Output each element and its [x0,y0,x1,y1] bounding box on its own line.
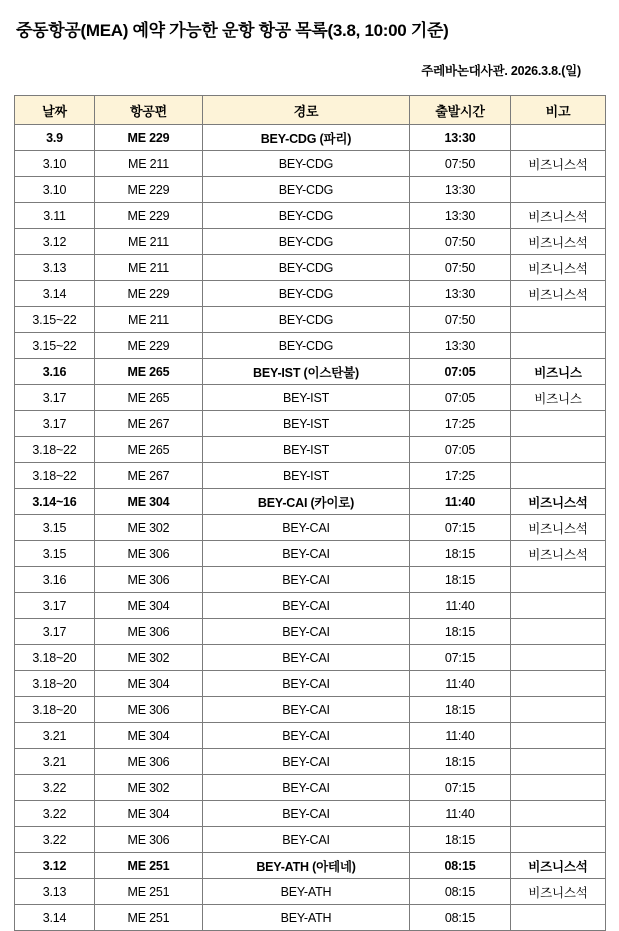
cell-flight: ME 211 [95,307,203,333]
cell-departure-time: 07:05 [410,385,511,411]
cell-date: 3.21 [15,723,95,749]
cell-flight: ME 267 [95,463,203,489]
cell-route: BEY-CAI [203,515,410,541]
cell-note [511,463,606,489]
cell-departure-time: 11:40 [410,801,511,827]
table-row [15,125,606,151]
cell-route: BEY-CDG [203,333,410,359]
cell-flight: ME 265 [95,359,203,385]
cell-date: 3.22 [15,801,95,827]
cell-route: BEY-ATH (아테네) [203,853,410,879]
cell-note [511,697,606,723]
cell-note: 비즈니스석 [511,853,606,879]
cell-route: BEY-CAI [203,801,410,827]
cell-flight: ME 302 [95,645,203,671]
cell-route: BEY-IST [203,411,410,437]
cell-route: BEY-CDG [203,229,410,255]
cell-departure-time: 07:05 [410,359,511,385]
cell-departure-time: 18:15 [410,749,511,775]
cell-departure-time: 13:30 [410,125,511,151]
cell-date: 3.15~22 [15,307,95,333]
cell-date: 3.18~20 [15,645,95,671]
cell-flight: ME 304 [95,671,203,697]
cell-departure-time: 18:15 [410,697,511,723]
cell-route: BEY-CAI [203,775,410,801]
cell-note: 비즈니스석 [511,281,606,307]
cell-route: BEY-ATH [203,879,410,905]
cell-route: BEY-CAI [203,697,410,723]
cell-note [511,307,606,333]
table-row [15,281,606,307]
cell-flight: ME 251 [95,905,203,931]
cell-departure-time: 07:50 [410,307,511,333]
table-row [15,775,606,801]
cell-note: 비즈니스 [511,385,606,411]
cell-departure-time: 08:15 [410,853,511,879]
column-header-route: 경로 [203,96,410,125]
cell-departure-time: 07:05 [410,437,511,463]
cell-departure-time: 11:40 [410,489,511,515]
cell-date: 3.18~22 [15,437,95,463]
cell-route: BEY-CDG [203,203,410,229]
cell-date: 3.21 [15,749,95,775]
cell-route: BEY-IST (이스탄불) [203,359,410,385]
table-body [15,125,606,931]
column-header-note: 비고 [511,96,606,125]
table-row [15,359,606,385]
cell-route: BEY-CAI [203,567,410,593]
cell-departure-time: 13:30 [410,177,511,203]
cell-route: BEY-CDG [203,177,410,203]
cell-date: 3.14 [15,905,95,931]
cell-flight: ME 306 [95,541,203,567]
cell-route: BEY-CAI [203,723,410,749]
cell-flight: ME 302 [95,515,203,541]
cell-date: 3.22 [15,827,95,853]
table-row [15,567,606,593]
page-title: 중동항공(MEA) 예약 가능한 운항 항공 목록(3.8, 10:00 기준) [16,21,449,40]
cell-note [511,801,606,827]
cell-note: 비즈니스 [511,359,606,385]
cell-flight: ME 251 [95,853,203,879]
cell-flight: ME 229 [95,333,203,359]
cell-note: 비즈니스석 [511,151,606,177]
table-row [15,619,606,645]
cell-date: 3.10 [15,177,95,203]
table-row [15,749,606,775]
cell-flight: ME 211 [95,255,203,281]
cell-route: BEY-CAI [203,541,410,567]
cell-note [511,593,606,619]
document-source: 주레바논대사관. 2026.3.8.(일) [421,64,581,78]
cell-route: BEY-CDG [203,307,410,333]
table-row [15,411,606,437]
flight-table [14,95,606,931]
table-row [15,489,606,515]
cell-departure-time: 07:50 [410,255,511,281]
cell-departure-time: 11:40 [410,671,511,697]
cell-route: BEY-CDG [203,255,410,281]
cell-note [511,411,606,437]
table-row [15,229,606,255]
cell-flight: ME 304 [95,593,203,619]
cell-flight: ME 229 [95,203,203,229]
cell-date: 3.12 [15,229,95,255]
cell-date: 3.14~16 [15,489,95,515]
cell-route: BEY-CAI [203,749,410,775]
cell-departure-time: 13:30 [410,281,511,307]
cell-route: BEY-IST [203,463,410,489]
column-header-flight: 항공편 [95,96,203,125]
cell-date: 3.18~22 [15,463,95,489]
cell-note: 비즈니스석 [511,255,606,281]
cell-date: 3.15 [15,515,95,541]
cell-route: BEY-ATH [203,905,410,931]
cell-departure-time: 11:40 [410,723,511,749]
table-row [15,697,606,723]
cell-date: 3.16 [15,359,95,385]
table-row [15,827,606,853]
cell-flight: ME 229 [95,281,203,307]
cell-departure-time: 07:15 [410,645,511,671]
cell-route: BEY-CAI [203,827,410,853]
table-row [15,437,606,463]
cell-flight: ME 211 [95,151,203,177]
table-row [15,723,606,749]
cell-route: BEY-CAI [203,645,410,671]
cell-flight: ME 304 [95,723,203,749]
cell-flight: ME 306 [95,749,203,775]
cell-note: 비즈니스석 [511,879,606,905]
cell-route: BEY-CAI [203,619,410,645]
cell-flight: ME 229 [95,125,203,151]
table-row [15,645,606,671]
cell-note [511,567,606,593]
cell-flight: ME 306 [95,697,203,723]
cell-departure-time: 11:40 [410,593,511,619]
cell-note [511,333,606,359]
column-header-departure-time: 출발시간 [410,96,511,125]
cell-departure-time: 07:15 [410,775,511,801]
cell-flight: ME 304 [95,489,203,515]
cell-date: 3.13 [15,879,95,905]
table-row [15,671,606,697]
cell-date: 3.14 [15,281,95,307]
cell-flight: ME 306 [95,567,203,593]
cell-note [511,177,606,203]
cell-departure-time: 08:15 [410,879,511,905]
cell-note: 비즈니스석 [511,203,606,229]
table-row [15,905,606,931]
cell-route: BEY-CDG (파리) [203,125,410,151]
table-row [15,541,606,567]
cell-note [511,619,606,645]
cell-date: 3.17 [15,411,95,437]
cell-flight: ME 211 [95,229,203,255]
cell-date: 3.17 [15,593,95,619]
table-row [15,307,606,333]
table-row [15,203,606,229]
cell-flight: ME 267 [95,411,203,437]
cell-date: 3.17 [15,619,95,645]
cell-departure-time: 13:30 [410,333,511,359]
cell-flight: ME 229 [95,177,203,203]
cell-departure-time: 07:50 [410,151,511,177]
cell-route: BEY-CAI [203,593,410,619]
cell-date: 3.17 [15,385,95,411]
cell-date: 3.10 [15,151,95,177]
cell-route: BEY-CAI (카이로) [203,489,410,515]
table-header-row [15,96,606,125]
table-row [15,255,606,281]
cell-note [511,125,606,151]
cell-departure-time: 07:50 [410,229,511,255]
table-row [15,385,606,411]
cell-route: BEY-CDG [203,281,410,307]
cell-note [511,749,606,775]
table-row [15,801,606,827]
subtitle-row [14,61,605,79]
cell-note [511,437,606,463]
cell-date: 3.22 [15,775,95,801]
cell-note [511,671,606,697]
cell-note [511,905,606,931]
cell-route: BEY-IST [203,385,410,411]
cell-departure-time: 17:25 [410,463,511,489]
table-row [15,177,606,203]
cell-flight: ME 306 [95,619,203,645]
table-row [15,515,606,541]
cell-departure-time: 18:15 [410,619,511,645]
cell-note [511,645,606,671]
cell-departure-time: 13:30 [410,203,511,229]
cell-date: 3.15 [15,541,95,567]
cell-flight: ME 265 [95,437,203,463]
cell-date: 3.15~22 [15,333,95,359]
cell-departure-time: 17:25 [410,411,511,437]
cell-flight: ME 265 [95,385,203,411]
cell-date: 3.16 [15,567,95,593]
cell-flight: ME 306 [95,827,203,853]
cell-route: BEY-CAI [203,671,410,697]
cell-note [511,827,606,853]
cell-departure-time: 07:15 [410,515,511,541]
cell-note: 비즈니스석 [511,229,606,255]
cell-flight: ME 302 [95,775,203,801]
cell-date: 3.13 [15,255,95,281]
table-row [15,151,606,177]
cell-date: 3.18~20 [15,671,95,697]
cell-flight: ME 304 [95,801,203,827]
cell-route: BEY-CDG [203,151,410,177]
cell-date: 3.9 [15,125,95,151]
cell-departure-time: 18:15 [410,827,511,853]
table-header [15,96,606,125]
cell-note: 비즈니스석 [511,489,606,515]
column-header-date: 날짜 [15,96,95,125]
cell-departure-time: 18:15 [410,541,511,567]
table-row [15,463,606,489]
cell-note [511,723,606,749]
cell-flight: ME 251 [95,879,203,905]
cell-date: 3.12 [15,853,95,879]
cell-departure-time: 18:15 [410,567,511,593]
cell-note: 비즈니스석 [511,515,606,541]
cell-note: 비즈니스석 [511,541,606,567]
table-row [15,853,606,879]
cell-departure-time: 08:15 [410,905,511,931]
table-row [15,593,606,619]
cell-note [511,775,606,801]
cell-date: 3.11 [15,203,95,229]
table-row [15,333,606,359]
cell-route: BEY-IST [203,437,410,463]
cell-date: 3.18~20 [15,697,95,723]
